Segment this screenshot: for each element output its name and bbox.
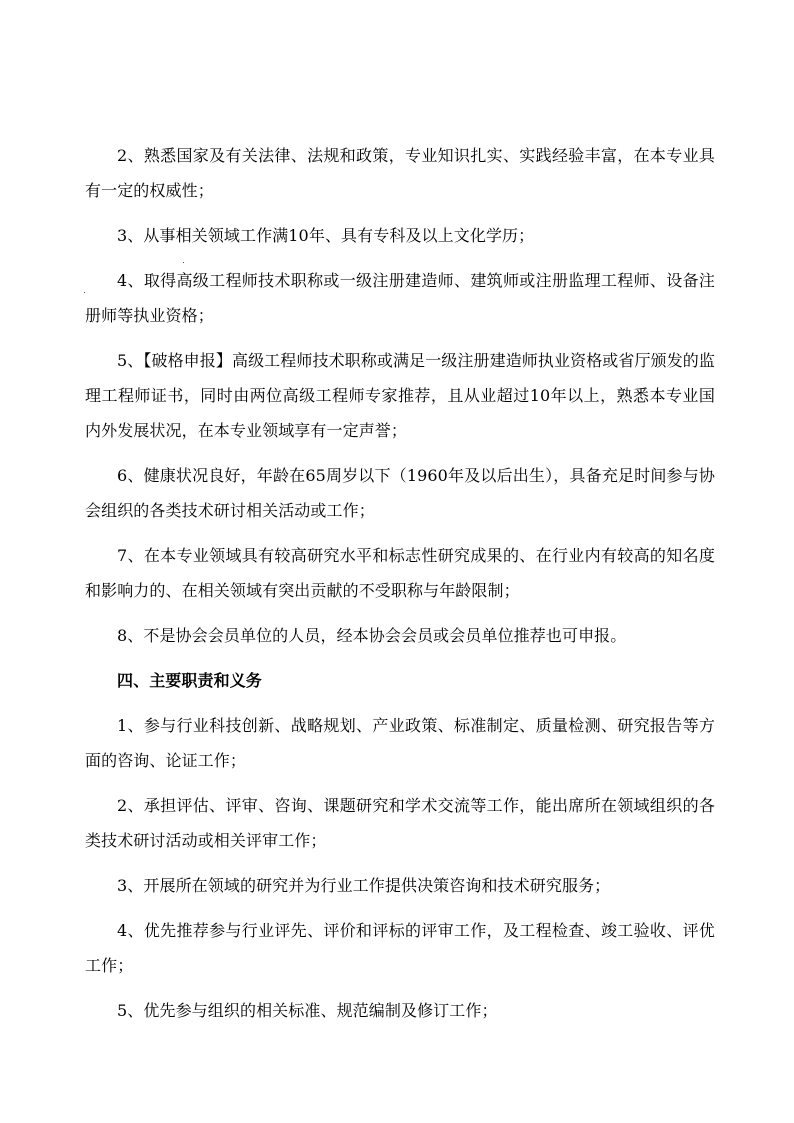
duty-item-3: 3、开展所在领域的研究并为行业工作提供决策咨询和技术研究服务； [117,876,611,895]
duty-item-2: 2、承担评估、评审、咨询、课题研究和学术交流等工作，能出席所在领域组织的各类技术研讨活动或相关评审工作； [85,796,715,850]
document-body [85,138,715,1038]
requirement-item-2: 2、熟悉国家及有关法律、法规和政策，专业知识扎实、实践经验丰富，在本专业具有一定的权威性； [85,146,715,200]
requirement-item-8: 8、不是协会会员单位的人员，经本协会会员或会员单位推荐也可申报。 [117,626,627,645]
requirement-item-6: 6、健康状况良好，年龄在65周岁以下（1960年及以后出生），具备充足时间参与协会组织的各类技术研讨相关活动或工作； [85,466,715,520]
requirement-item-5: 5、【破格申报】高级工程师技术职称或满足一级注册建造师执业资格或省厅颁发的监理工程师证书，同时由两位高级工程师专家推荐，且从业超过10年以上，熟悉本专业国内外发展状况，在本专业领域享有一定声誉； [85,351,715,440]
requirement-item-4: 4、取得高级工程师技术职称或一级注册建造师、建筑师或注册监理工程师、设备注册师等执业资格； [85,271,715,325]
requirement-item-3: 3、从事相关领域工作满10年、具有专科及以上文化学历； [117,226,535,245]
section-heading: 四、主要职责和义务 [117,671,262,690]
duty-item-4: 4、优先推荐参与行业评先、评价和评标的评审工作，及工程检查、竣工验收、评优工作； [85,921,715,975]
duty-item-5: 5、优先参与组织的相关标准、规范编制及修订工作； [117,1001,498,1020]
duty-item-1: 1、参与行业科技创新、战略规划、产业政策、标准制定、质量检测、研究报告等方面的咨询、论证工作； [85,716,715,770]
requirement-item-7: 7、在本专业领域具有较高研究水平和标志性研究成果的、在行业内有较高的知名度和影响力的、在相关领域有突出贡献的不受职称与年龄限制； [85,546,715,600]
